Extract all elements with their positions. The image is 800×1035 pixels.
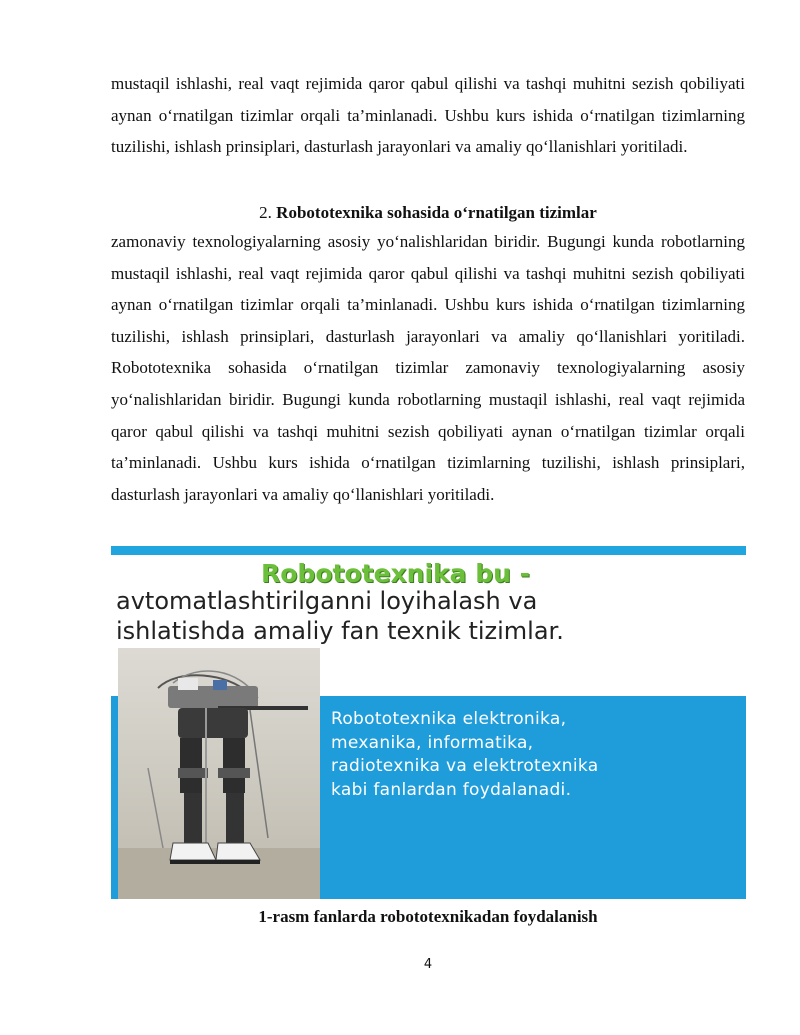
section-number: 2. bbox=[259, 203, 272, 222]
figure-blue-line-3: radiotexnika va elektrotexnika bbox=[331, 756, 599, 776]
page-number: 4 bbox=[423, 957, 433, 972]
figure-blue-line-1: Robototexnika elektronika, bbox=[331, 709, 567, 729]
figure-subtitle bbox=[116, 586, 736, 646]
paragraph-body: zamonaviy texnologiyalarning asosiy yo‘nalishlaridan biridir. Bugungi kunda robotlarning mustaqil ishlashi, real vaqt rejimida qaror qabul qilishi va tashqi muhitni sezish qobiliyati aynan o‘rnatilgan tizimlar orqali ta’minlanadi. Ushbu kurs ishida o‘rnatilgan tizimlarning tuzilishi, ishlash prinsiplari, dasturlash jarayonlari va amaliy qo‘llanishlari yoritiladi. Robototexnika sohasida o‘rnatilgan tizimlar zamonaviy texnologiyalarning asosiy yo‘nalishlaridan biridir. Bugungi kunda robotlarning mustaqil ishlashi, real vaqt rejimida qaror qabul qilishi va tashqi muhitni sezish qobiliyati aynan o‘rnatilgan tizimlar orqali ta’minlanadi. Ushbu kurs ishida o‘rnatilgan tizimlarning tuzilishi, ishlash prinsiplari, dasturlash jarayonlari va amaliy qo‘llanishlari yoritiladi. bbox=[111, 232, 745, 504]
figure-subtitle-line-1: avtomatlashtirilganni loyihalash va bbox=[116, 587, 538, 615]
figure-blue-text bbox=[331, 708, 731, 802]
paragraph-intro: mustaqil ishlashi, real vaqt rejimida qaror qabul qilishi va tashqi muhitni sezish qobiliyati aynan o‘rnatilgan tizimlar orqali ta’minlanadi. Ushbu kurs ishida o‘rnatilgan tizimlarning tuzilishi, ishlash prinsiplari, dasturlash jarayonlari va amaliy qo‘llanishlari yoritiladi. bbox=[111, 74, 745, 157]
figure-blue-line-4: kabi fanlardan foydalanadi. bbox=[331, 779, 572, 800]
section-heading bbox=[111, 199, 745, 226]
figure-caption: 1-rasm fanlarda robototexnikadan foydalanish bbox=[258, 907, 598, 926]
figure-top-bar bbox=[111, 546, 746, 555]
figure-subtitle-line-2: ishlatishda amaliy fan texnik tizimlar. bbox=[116, 617, 564, 645]
robot-exoskeleton-photo bbox=[118, 648, 320, 899]
section-title: Robototexnika sohasida o‘rnatilgan tizimlar bbox=[276, 203, 597, 222]
figure-title: Robototexnika bu - bbox=[261, 559, 530, 588]
figure-blue-line-2: mexanika, informatika, bbox=[331, 732, 534, 753]
figure-robotics-slide bbox=[111, 546, 746, 899]
robot-illustration bbox=[118, 648, 320, 899]
